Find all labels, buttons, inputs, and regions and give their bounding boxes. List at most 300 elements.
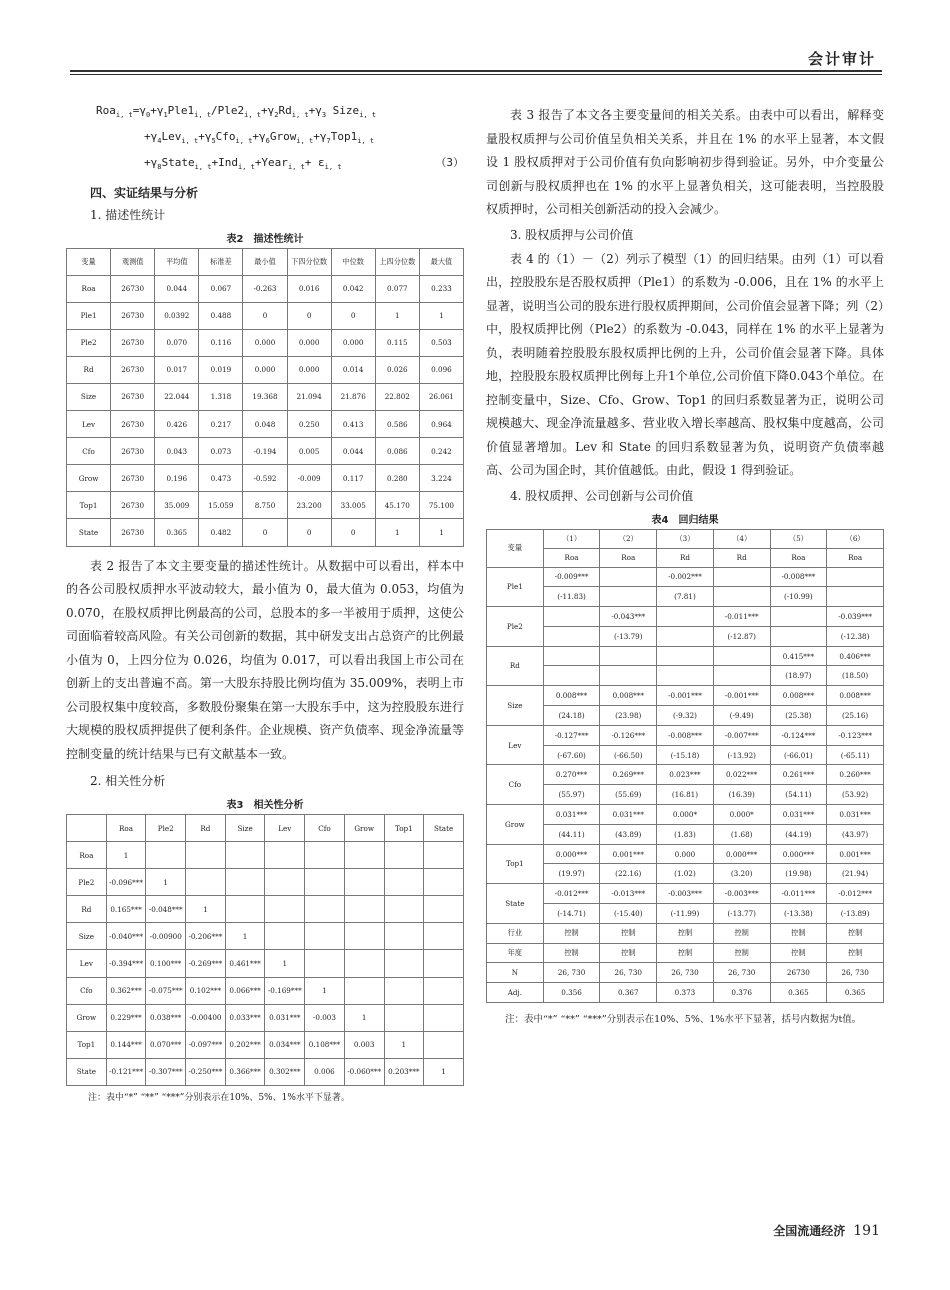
- table4-tstat-cell: (55.97): [543, 785, 600, 805]
- table4-coef-cell: -0.043***: [600, 607, 657, 627]
- table3-header-cell: Lev: [265, 815, 305, 842]
- subsection-descriptive: 1. 描述性统计: [90, 207, 166, 222]
- equation-line-3-text: $+\gamma_8State_{i, t}+Ind_{i, t}+Year_{i, t}+ \varepsilon_{i, t}$: [144, 156, 342, 172]
- table2-cell: 0.014: [331, 356, 375, 383]
- table4-var-name: Ple2: [487, 607, 544, 647]
- table4-cell: 控制: [600, 943, 657, 963]
- table2-header-cell: 平均值: [155, 248, 199, 275]
- table3-cell: [186, 842, 226, 869]
- table2-cell: 0.016: [287, 275, 331, 302]
- table-row: [487, 725, 884, 745]
- table4-tstat-cell: [543, 666, 600, 686]
- table2-cell: 0.042: [331, 275, 375, 302]
- table4-coef-cell: [827, 567, 884, 587]
- table4-var-name: Ple1: [487, 567, 544, 607]
- table2-cell: -0.592: [243, 465, 287, 492]
- table3-cell: [265, 896, 305, 923]
- table3-cell: [424, 869, 464, 896]
- table4-coef-cell: 0.000: [657, 844, 714, 864]
- table-row: [487, 884, 884, 904]
- table4-tstat-cell: (-13.77): [713, 904, 770, 924]
- table4-tstat-cell: (19.98): [770, 864, 827, 884]
- table2-cell: Top1: [67, 492, 111, 519]
- table4-note: 注：表中“*” “**” “***”分别表示在10%、5%、1%水平下显著，括号内数据为t值。: [505, 1014, 862, 1026]
- table2-header-cell: 上四分位数: [375, 248, 419, 275]
- table2-header-cell: 标准差: [199, 248, 243, 275]
- table4-var-name: Adj.: [487, 983, 544, 1003]
- table4-coef-cell: 0.261***: [770, 765, 827, 785]
- table3-cell: 0.033***: [225, 1004, 265, 1031]
- table4-tstat-cell: (25.38): [770, 706, 827, 726]
- table4-cell: 控制: [770, 923, 827, 943]
- table3-cell: Cfo: [67, 977, 107, 1004]
- table4-col-dependent: Roa: [543, 548, 600, 567]
- table-row: [67, 1004, 464, 1031]
- table2-cell: 0.964: [419, 411, 463, 438]
- table2-cell: 26730: [111, 519, 155, 546]
- header-rule: [70, 70, 882, 72]
- table4-tstat-cell: (19.97): [543, 864, 600, 884]
- table-row: [67, 842, 464, 869]
- table4-tstat-cell: (-12.38): [827, 626, 884, 646]
- table4-col-dependent: Roa: [600, 548, 657, 567]
- table2-cell: Size: [67, 383, 111, 410]
- table4-cell: 控制: [600, 923, 657, 943]
- table3-cell: [344, 977, 384, 1004]
- table3-cell: 0.038***: [146, 1004, 186, 1031]
- table4-coef-cell: 0.008***: [770, 686, 827, 706]
- table4-coef-cell: -0.124***: [770, 725, 827, 745]
- table4-coef-cell: -0.001***: [657, 686, 714, 706]
- left-column: [66, 100, 464, 1106]
- table4-coef-cell: 0.001***: [600, 844, 657, 864]
- table4-var-name: Size: [487, 686, 544, 726]
- table3-correlation: [66, 814, 464, 1086]
- table3-cell: 1: [424, 1058, 464, 1085]
- table4-tstat-cell: [657, 666, 714, 686]
- table4-coef-cell: [657, 646, 714, 666]
- table3-cell: 0.066***: [225, 977, 265, 1004]
- table4-tstat-cell: (55.69): [600, 785, 657, 805]
- table3-header-cell: Size: [225, 815, 265, 842]
- table3-cell: [186, 869, 226, 896]
- table-row: [487, 745, 884, 765]
- table2-cell: 0.067: [199, 275, 243, 302]
- table4-coef-cell: 0.260***: [827, 765, 884, 785]
- table2-caption: 表2 描述性统计: [226, 233, 304, 245]
- table2-cell: 0.044: [155, 275, 199, 302]
- table4-cell: 控制: [543, 943, 600, 963]
- table2-cell: 23.200: [287, 492, 331, 519]
- table3-cell: -0.269***: [186, 950, 226, 977]
- table4-coef-cell: -0.003***: [657, 884, 714, 904]
- table-row: [67, 1058, 464, 1085]
- table4-tstat-cell: (24.18): [543, 706, 600, 726]
- table3-cell: Lev: [67, 950, 107, 977]
- table4-coef-cell: -0.039***: [827, 607, 884, 627]
- table2-cell: 0.026: [375, 356, 419, 383]
- table4-tstat-cell: [657, 626, 714, 646]
- table-row: [487, 626, 884, 646]
- table4-tstat-cell: (18.97): [770, 666, 827, 686]
- table4-tstat-cell: [600, 587, 657, 607]
- table4-tstat-cell: (-11.99): [657, 904, 714, 924]
- table4-tstat-cell: [543, 626, 600, 646]
- table2-cell: 26730: [111, 329, 155, 356]
- table4-cell: 控制: [827, 923, 884, 943]
- table2-cell: 0: [243, 302, 287, 329]
- table4-coef-cell: -0.123***: [827, 725, 884, 745]
- table2-cell: 0.280: [375, 465, 419, 492]
- table4-cell: 0.365: [827, 983, 884, 1003]
- table4-tstat-cell: (22.16): [600, 864, 657, 884]
- table2-cell: 0.096: [419, 356, 463, 383]
- table4-col-dependent: Roa: [770, 548, 827, 567]
- table4-col-dependent: Roa: [827, 548, 884, 567]
- table3-cell: -0.075***: [146, 977, 186, 1004]
- paragraph-descriptive: 表 2 报告了本文主要变量的描述性统计。从数据中可以看出，样本中的各公司股权质押水平波动较大，最小值为 0，最大值为 0.053，均值为 0.070，在股权质押比例最高的公司，总股本的多一半被用于质押，这使公司面临着较高风险。有关公司创新的数据，其中研发支出占总资产的比例最小值为 0，上四分位为 0.026，均值为 0.017，可以看出我国上市公司在创新上的支出普遍不高。第一大股东持股比例均值为 35.009%，表明上市公司股权集中度较高，多数股份聚集在第一大股东手中，这为控股股东进行大规模的股权质押提供了便利条件。企业规模、资产负债率、现金净流量等控制变量的统计结果与已有文献基本一致。: [66, 558, 464, 761]
- table3-cell: 0.202***: [225, 1031, 265, 1058]
- table3-cell: 1: [146, 869, 186, 896]
- table4-tstat-cell: (-12.87): [713, 626, 770, 646]
- table2-cell: 0.000: [243, 329, 287, 356]
- table4-tstat-cell: (44.19): [770, 824, 827, 844]
- table4-tstat-cell: (-13.89): [827, 904, 884, 924]
- table-row: [67, 492, 464, 519]
- table3-cell: -0.121***: [106, 1058, 146, 1085]
- table4-cell: 控制: [713, 943, 770, 963]
- table4-coef-cell: 0.008***: [600, 686, 657, 706]
- journal-name: 全国流通经济: [773, 1224, 846, 1238]
- table3-cell: -0.169***: [265, 977, 305, 1004]
- table2-cell: 0: [331, 302, 375, 329]
- table-row: [487, 587, 884, 607]
- table3-cell: [146, 842, 186, 869]
- table4-col-number: （6）: [827, 529, 884, 548]
- table4-coef-cell: -0.008***: [770, 567, 827, 587]
- table-row: [487, 765, 884, 785]
- table4-var-name: State: [487, 884, 544, 924]
- table4-coef-cell: 0.406***: [827, 646, 884, 666]
- table4-cell: 控制: [713, 923, 770, 943]
- table2-cell: Ple2: [67, 329, 111, 356]
- table4-var-name: N: [487, 963, 544, 983]
- table2-cell: 0.250: [287, 411, 331, 438]
- table-row: [67, 950, 464, 977]
- table-row: [487, 706, 884, 726]
- table4-coef-cell: -0.002***: [657, 567, 714, 587]
- table3-cell: 0.229***: [106, 1004, 146, 1031]
- table3-cell: Ple2: [67, 869, 107, 896]
- table4-coef-cell: -0.001***: [713, 686, 770, 706]
- table2-cell: 22.044: [155, 383, 199, 410]
- table4-coef-cell: [770, 607, 827, 627]
- table2-cell: -0.194: [243, 438, 287, 465]
- table3-cell: -0.048***: [146, 896, 186, 923]
- table3-cell: Rd: [67, 896, 107, 923]
- table4-coef-cell: [543, 607, 600, 627]
- table4-tstat-cell: (-10.99): [770, 587, 827, 607]
- table4-tstat-cell: (-9.49): [713, 706, 770, 726]
- paragraph-regression: 表 4 的（1）－（2）列示了模型（1）的回归结果。由列（1）可以看出，控股股东是否股权质押（Ple1）的系数为 -0.006，且在 1% 的水平上显著，说明当公司的股东进行股权质押期间，公司价值会显著下降；列（2）中，股权质押比例（Ple2）的系数为 -0.043，同样在 1% 的水平上显著为负，表明随着控股股东股权质押比例的上升，公司价值会显著下降。具体地，控股股东股权质押比例每上升1个单位,公司价值下降0.043个单位。在控制变量中，Size、Cfo、Grow、Top1 的回归系数显著为正，说明公司规模越大、现金净流量越多、营业收入增长率越高、股权集中度越高，公司价值显著增加。Lev 和 State 的回归系数显著为负，说明资产负债率越高、公司为国企时，其价值越低。由此，假设 1 得到验证。: [486, 251, 884, 477]
- table4-var-name: 行业: [487, 923, 544, 943]
- table4-coef-cell: 0.001***: [827, 844, 884, 864]
- table2-cell: 0.048: [243, 411, 287, 438]
- table3-cell: [265, 869, 305, 896]
- table2-cell: 26730: [111, 356, 155, 383]
- table3-header-cell: State: [424, 815, 464, 842]
- table4-cell: 26, 730: [543, 963, 600, 983]
- table2-cell: 26730: [111, 465, 155, 492]
- table3-cell: State: [67, 1058, 107, 1085]
- table3-cell: -0.00400: [186, 1004, 226, 1031]
- table4-coef-cell: 0.000***: [713, 844, 770, 864]
- table4-coef-cell: [713, 567, 770, 587]
- table2-cell: Rd: [67, 356, 111, 383]
- table4-tstat-cell: (-13.79): [600, 626, 657, 646]
- table4-col-number: （5）: [770, 529, 827, 548]
- table2-cell: 21.094: [287, 383, 331, 410]
- table4-cell: 控制: [543, 923, 600, 943]
- table4-cell: 26, 730: [600, 963, 657, 983]
- page-number: 191: [853, 1223, 880, 1239]
- table-row: [487, 923, 884, 943]
- table2-cell: 0.488: [199, 302, 243, 329]
- table4-col-dependent: Rd: [657, 548, 714, 567]
- table2-cell: 0.116: [199, 329, 243, 356]
- table4-coef-cell: -0.012***: [543, 884, 600, 904]
- table-row: [487, 686, 884, 706]
- table2-cell: 1: [375, 519, 419, 546]
- table4-tstat-cell: [713, 587, 770, 607]
- table3-cell: -0.307***: [146, 1058, 186, 1085]
- table2-cell: -0.009: [287, 465, 331, 492]
- table4-tstat-cell: (1.68): [713, 824, 770, 844]
- table3-cell: [265, 923, 305, 950]
- table2-cell: 0.503: [419, 329, 463, 356]
- table-row: [67, 411, 464, 438]
- table2-cell: 0.115: [375, 329, 419, 356]
- table2-cell: 0.019: [199, 356, 243, 383]
- table3-cell: -0.003: [305, 1004, 345, 1031]
- table2-cell: 45.170: [375, 492, 419, 519]
- table4-var-name: Lev: [487, 725, 544, 765]
- table3-cell: [265, 842, 305, 869]
- table4-tstat-cell: (23.98): [600, 706, 657, 726]
- table4-tstat-cell: (18.50): [827, 666, 884, 686]
- table-row: [487, 864, 884, 884]
- table3-header-cell: Grow: [344, 815, 384, 842]
- table4-tstat-cell: (21.94): [827, 864, 884, 884]
- table4-coef-cell: -0.012***: [827, 884, 884, 904]
- equation-line-2: $+\gamma_4Lev_{i, t}+\gamma_5Cfo_{i, t}+\gamma_6Grow_{i, t}+\gamma_7Top1_{i, t}$: [144, 130, 375, 146]
- table4-coef-cell: 0.000*: [657, 805, 714, 825]
- table2-cell: 0.005: [287, 438, 331, 465]
- table4-coef-cell: 0.023***: [657, 765, 714, 785]
- table4-cell: 0.356: [543, 983, 600, 1003]
- table2-cell: 0.0392: [155, 302, 199, 329]
- table4-col-number: （1）: [543, 529, 600, 548]
- table-row: [487, 983, 884, 1003]
- table4-var-header: 变量: [487, 529, 544, 567]
- table2-cell: 15.059: [199, 492, 243, 519]
- table3-header-cell: Cfo: [305, 815, 345, 842]
- table-row: [67, 275, 464, 302]
- table2-cell: 75.100: [419, 492, 463, 519]
- table4-coef-cell: 0.000***: [770, 844, 827, 864]
- table2-cell: 0: [287, 302, 331, 329]
- table4-tstat-cell: [827, 587, 884, 607]
- table4-cell: 0.365: [770, 983, 827, 1003]
- table4-cell: 0.376: [713, 983, 770, 1003]
- table2-cell: 0.043: [155, 438, 199, 465]
- table3-cell: 0.006: [305, 1058, 345, 1085]
- table2-cell: 0.217: [199, 411, 243, 438]
- table4-tstat-cell: (-13.38): [770, 904, 827, 924]
- table2-cell: Ple1: [67, 302, 111, 329]
- table-row: [487, 844, 884, 864]
- table3-cell: Roa: [67, 842, 107, 869]
- table2-cell: 0.426: [155, 411, 199, 438]
- table3-cell: 0.366***: [225, 1058, 265, 1085]
- table3-cell: -0.097***: [186, 1031, 226, 1058]
- table3-cell: [305, 950, 345, 977]
- table2-cell: 0.242: [419, 438, 463, 465]
- table2-cell: 0: [331, 519, 375, 546]
- table-row: [67, 302, 464, 329]
- table4-coef-cell: -0.013***: [600, 884, 657, 904]
- table4-cell: 26, 730: [827, 963, 884, 983]
- table3-cell: 0.031***: [265, 1004, 305, 1031]
- table3-cell: [344, 923, 384, 950]
- table3-cell: [384, 1004, 424, 1031]
- table-row: [487, 904, 884, 924]
- table2-cell: 0.073: [199, 438, 243, 465]
- table-row: [487, 646, 884, 666]
- table3-cell: 1: [384, 1031, 424, 1058]
- table4-coef-cell: -0.007***: [713, 725, 770, 745]
- table4-cell: 控制: [657, 943, 714, 963]
- table4-tstat-cell: (-66.01): [770, 745, 827, 765]
- table2-cell: 0.117: [331, 465, 375, 492]
- table3-cell: 0.034***: [265, 1031, 305, 1058]
- table2-cell: 1.318: [199, 383, 243, 410]
- table4-coef-cell: -0.011***: [770, 884, 827, 904]
- table2-cell: 0.482: [199, 519, 243, 546]
- table3-cell: [344, 950, 384, 977]
- table3-cell: -0.206***: [186, 923, 226, 950]
- table2-header-cell: 最大值: [419, 248, 463, 275]
- table3-cell: [384, 896, 424, 923]
- table3-cell: Size: [67, 923, 107, 950]
- table3-cell: 0.203***: [384, 1058, 424, 1085]
- table2-cell: 26730: [111, 383, 155, 410]
- table4-cell: 26730: [770, 963, 827, 983]
- table3-cell: -0.00900: [146, 923, 186, 950]
- table3-header-cell: Rd: [186, 815, 226, 842]
- table3-cell: 0.144***: [106, 1031, 146, 1058]
- table3-cell: 0.165***: [106, 896, 146, 923]
- table2-cell: 0.233: [419, 275, 463, 302]
- table3-cell: [344, 842, 384, 869]
- table4-tstat-cell: (-11.83): [543, 587, 600, 607]
- table2-cell: 0.586: [375, 411, 419, 438]
- table3-caption: 表3 相关性分析: [226, 800, 304, 811]
- table4-cell: 0.373: [657, 983, 714, 1003]
- table3-cell: [424, 1031, 464, 1058]
- table2-cell: 22.802: [375, 383, 419, 410]
- table4-tstat-cell: (3.20): [713, 864, 770, 884]
- table-row: [67, 383, 464, 410]
- table3-cell: 0.070***: [146, 1031, 186, 1058]
- header-rule-thin: [70, 74, 882, 75]
- table3-header-cell: Top1: [384, 815, 424, 842]
- table4-cell: 控制: [770, 943, 827, 963]
- table4-tstat-cell: (43.89): [600, 824, 657, 844]
- table4-coef-cell: 0.270***: [543, 765, 600, 785]
- table2-cell: 1: [375, 302, 419, 329]
- table3-header-cell: Ple2: [146, 815, 186, 842]
- table3-cell: [344, 896, 384, 923]
- table4-coef-cell: [600, 567, 657, 587]
- table4-cell: 0.367: [600, 983, 657, 1003]
- table2-cell: 0.044: [331, 438, 375, 465]
- table3-cell: -0.060***: [344, 1058, 384, 1085]
- table2-cell: 0.413: [331, 411, 375, 438]
- table4-col-dependent: Rd: [713, 548, 770, 567]
- right-column: [486, 100, 884, 1030]
- table2-header-cell: 变量: [67, 248, 111, 275]
- table-row: [67, 465, 464, 492]
- table2-cell: 33.005: [331, 492, 375, 519]
- table3-cell: Grow: [67, 1004, 107, 1031]
- table3-cell: [384, 923, 424, 950]
- table3-cell: [384, 842, 424, 869]
- table-row: [67, 329, 464, 356]
- table3-header-cell: [67, 815, 107, 842]
- table4-coef-cell: -0.126***: [600, 725, 657, 745]
- table2-cell: 0.000: [287, 329, 331, 356]
- table2-cell: 26730: [111, 438, 155, 465]
- table4-coef-cell: -0.008***: [657, 725, 714, 745]
- table4-coef-cell: -0.009***: [543, 567, 600, 587]
- table4-tstat-cell: (1.02): [657, 864, 714, 884]
- table3-cell: [344, 869, 384, 896]
- table-row: [487, 785, 884, 805]
- table2-header-cell: 下四分位数: [287, 248, 331, 275]
- table2-cell: -0.263: [243, 275, 287, 302]
- table3-cell: 0.302***: [265, 1058, 305, 1085]
- table4-coef-cell: [600, 646, 657, 666]
- table2-cell: 26730: [111, 275, 155, 302]
- table3-cell: 0.362***: [106, 977, 146, 1004]
- table3-cell: [424, 923, 464, 950]
- table2-header-cell: 观测值: [111, 248, 155, 275]
- table3-cell: [384, 869, 424, 896]
- table3-cell: 0.461***: [225, 950, 265, 977]
- table2-cell: 0.077: [375, 275, 419, 302]
- table4-coef-cell: 0.008***: [543, 686, 600, 706]
- table-row: [487, 805, 884, 825]
- table4-tstat-cell: (16.39): [713, 785, 770, 805]
- table3-cell: 0.100***: [146, 950, 186, 977]
- subsection-correlation: 2. 相关性分析: [90, 774, 166, 788]
- table3-cell: 1: [186, 896, 226, 923]
- table2-cell: 0.473: [199, 465, 243, 492]
- table3-cell: 1: [265, 950, 305, 977]
- table2-cell: 0.017: [155, 356, 199, 383]
- table4-tstat-cell: (-66.50): [600, 745, 657, 765]
